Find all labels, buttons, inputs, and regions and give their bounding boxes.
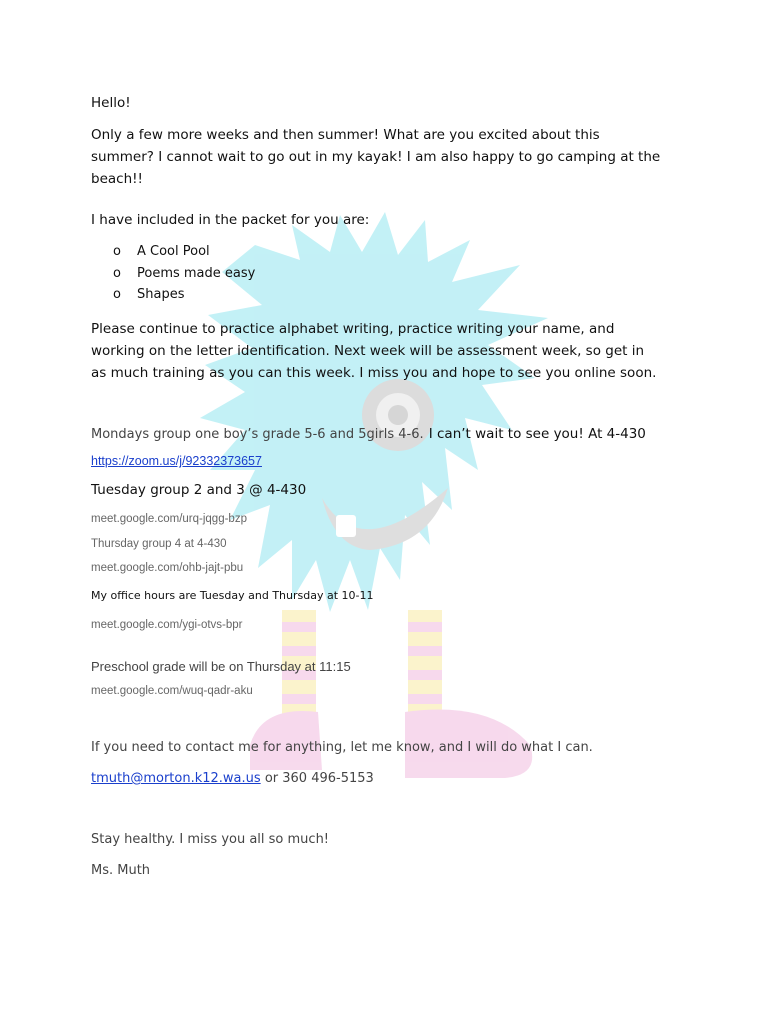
packet-item-label: Shapes (137, 287, 185, 302)
contact-line (91, 771, 374, 786)
packet-item-label: Poems made easy (137, 266, 256, 281)
bullet-marker: o (113, 287, 121, 302)
packet-item (113, 266, 255, 281)
bullet-marker: o (113, 244, 121, 259)
intro-paragraph: Only a few more weeks and then summer! What are you excited about this summer? I cannot wait to go out in my kayak! I am also happy to go camping at the beach!! (91, 127, 661, 187)
thursday-group-text: Thursday group 4 at 4-430 (91, 538, 227, 550)
contact-text: If you need to contact me for anything, let me know, and I will do what I can. (91, 740, 593, 755)
bullet-marker: o (113, 266, 121, 281)
tuesday-meet-link[interactable]: meet.google.com/urq-jqgg-bzp (91, 513, 247, 525)
preschool-meet-link[interactable]: meet.google.com/wuq-qadr-aku (91, 685, 253, 697)
signature-text: Ms. Muth (91, 863, 151, 878)
phone-text: or 360 496-5153 (264, 771, 374, 786)
greeting: Hello! (91, 95, 131, 111)
zoom-link[interactable]: https://zoom.us/j/92332373657 (91, 454, 262, 468)
preschool-text: Preschool grade will be on Thursday at 11:15 (91, 659, 351, 674)
monday-tail-text: I can’t wait to see you! At 4-430 (428, 426, 646, 442)
packet-item-label: A Cool Pool (137, 244, 210, 259)
practice-paragraph: Please continue to practice alphabet writing, practice writing your name, and working on the letter identification. Next week will be assessment week, so get in as much training as you can this week. I miss you and hope to see you online soon. (91, 321, 657, 381)
packet-heading: I have included in the packet for you are: (91, 212, 370, 228)
monday-group-text: Mondays group one boy’s grade 5-6 and 5girls 4-6. (91, 427, 424, 442)
office-meet-link[interactable]: meet.google.com/ygi-otvs-bpr (91, 619, 243, 631)
thursday-meet-link[interactable]: meet.google.com/ohb-jajt-pbu (91, 562, 244, 574)
packet-item (113, 244, 210, 259)
office-hours-text: My office hours are Tuesday and Thursday at 10-11 (91, 589, 374, 602)
packet-item (113, 287, 184, 302)
monday-schedule (91, 423, 646, 442)
email-link[interactable]: tmuth@morton.k12.wa.us (91, 771, 261, 786)
closing-text: Stay healthy. I miss you all so much! (91, 832, 330, 847)
tuesday-group-text: Tuesday group 2 and 3 @ 4-430 (91, 482, 307, 498)
